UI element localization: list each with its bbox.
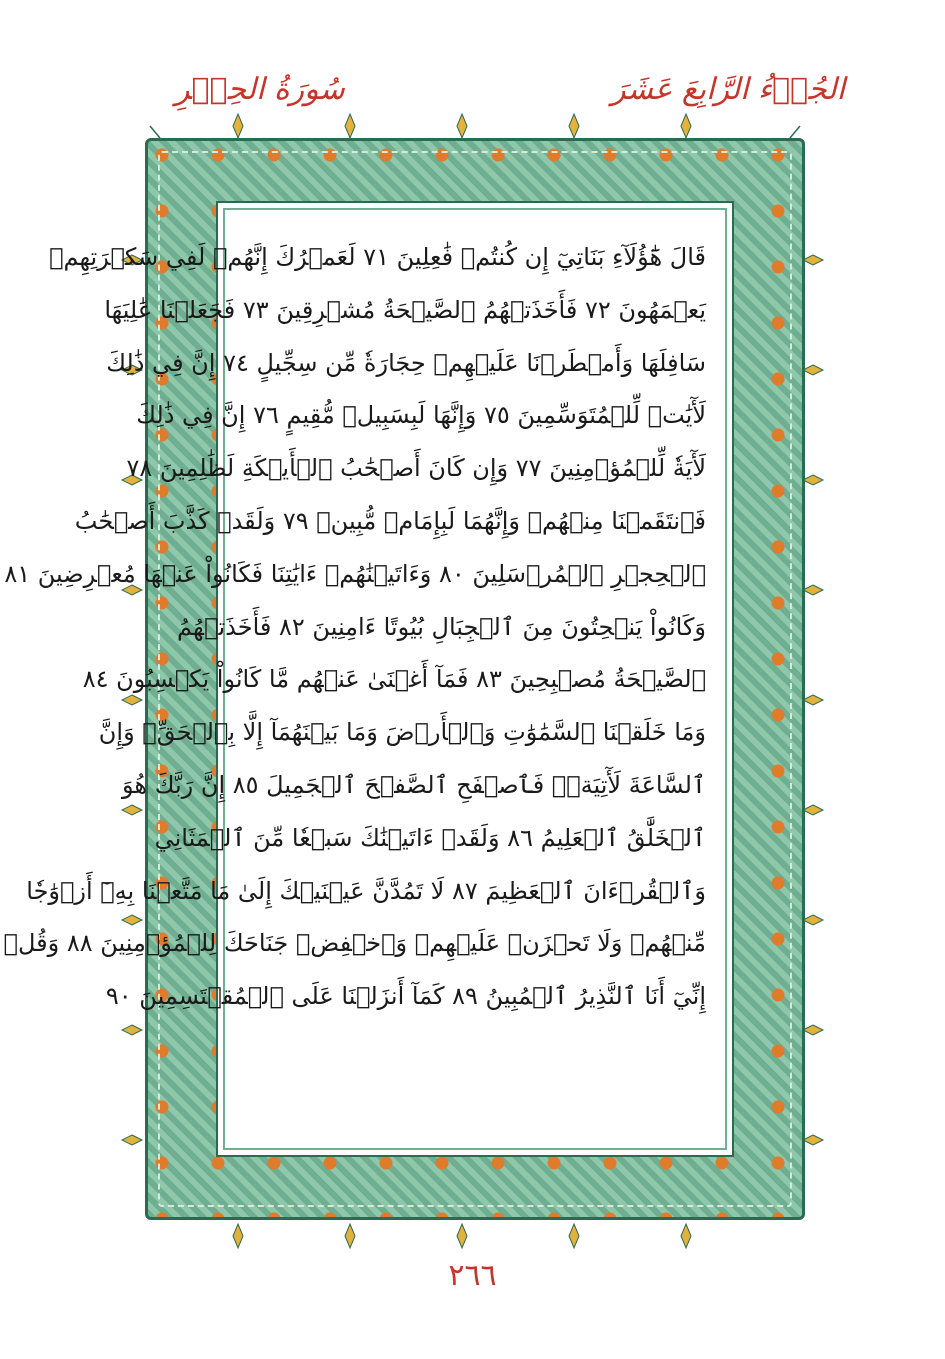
verse-line: سَافِلَهَا وَأَمۡطَرۡنَا عَلَيۡهِمۡ حِجَارَةٗ مِّن سِجِّيلٍ ٧٤ إِنَّ فِي ذَٰلِكَ [106,348,706,377]
verse-line: قَالَ هَٰٓؤُلَآءِ بَنَاتِيٓ إِن كُنتُمۡ فَٰعِلِينَ ٧١ لَعَمۡرُكَ إِنَّهُمۡ لَفِي سَكۡرَتِهِمۡ [49,243,706,271]
verse-line: فَٱنتَقَمۡنَا مِنۡهُمۡ وَإِنَّهُمَا لَبِإِمَامٖ مُّبِينٖ ٧٩ وَلَقَدۡ كَذَّبَ أَصۡحَٰبُ [74,506,706,535]
verses-block [3,231,732,1023]
verse-line: لَأٓيَةٗ لِّلۡمُؤۡمِنِينَ ٧٧ وَإِن كَانَ أَصۡحَٰبُ ٱلۡأَيۡكَةِ لَظَٰلِمِينَ ٧٨ [126,454,706,483]
verse-line: ٱلۡحِجۡرِ ٱلۡمُرۡسَلِينَ ٨٠ وَءَاتَيۡنَٰهُمۡ ءَايَٰتِنَا فَكَانُواْ عَنۡهَا مُعۡرِضِينَ ٨١ [4,559,706,588]
verse-line: إِنِّيٓ أَنَا ٱلنَّذِيرُ ٱلۡمُبِينُ ٨٩ كَمَآ أَنزَلۡنَا عَلَى ٱلۡمُقۡتَسِمِينَ ٩٠ [105,982,706,1011]
verse-line: يَعۡمَهُونَ ٧٢ فَأَخَذَتۡهُمُ ٱلصَّيۡحَةُ مُشۡرِقِينَ ٧٣ فَجَعَلۡنَا عَٰلِيَهَا [104,295,706,324]
surah-title: سُورَةُ الحِجۡرِ [175,72,345,107]
bottom-ornaments-icon [150,1222,800,1250]
verse-line: وَٱلۡقُرۡءَانَ ٱلۡعَظِيمَ ٨٧ لَا تَمُدَّنَّ عَيۡنَيۡكَ إِلَىٰ مَا مَتَّعۡنَا بِهِۦٓ أَزۡوَٰجٗا [26,876,706,905]
verse-line: ٱلسَّاعَةَ لَأٓتِيَةٞۖ فَٱصۡفَحِ ٱلصَّفۡحَ ٱلۡجَمِيلَ ٨٥ إِنَّ رَبَّكَ هُوَ [122,770,706,799]
verse-line: ٱلصَّيۡحَةُ مُصۡبِحِينَ ٨٣ فَمَآ أَغۡنَىٰ عَنۡهُم مَّا كَانُواْ يَكۡسِبُونَ ٨٤ [82,665,706,694]
top-ornaments-icon [150,112,800,140]
verse-line: لَأٓيَٰتٖ لِّلۡمُتَوَسِّمِينَ ٧٥ وَإِنَّهَا لَبِسَبِيلٖ مُّقِيمٍ ٧٦ إِنَّ فِي ذَٰلِكَ [136,401,706,430]
verse-line: ٱلۡخَلَّٰقُ ٱلۡعَلِيمُ ٨٦ وَلَقَدۡ ءَاتَيۡنَٰكَ سَبۡعٗا مِّنَ ٱلۡمَثَانِي [154,823,706,852]
text-panel [3,201,734,1157]
decorative-frame [3,138,805,1220]
juz-title: الجُزۡءُ الرَّابِعَ عَشَرَ [611,72,845,107]
page-number: ٢٦٦ [448,1258,497,1293]
verse-line: وَمَا خَلَقۡنَا ٱلسَّمَٰوَٰتِ وَٱلۡأَرۡضَ وَمَا بَيۡنَهُمَآ إِلَّا بِٱلۡحَقِّۗ وَإِنَّ [98,718,706,747]
verse-line: مِّنۡهُمۡ وَلَا تَحۡزَنۡ عَلَيۡهِمۡ وَٱخۡفِضۡ جَنَاحَكَ لِلۡمُؤۡمِنِينَ ٨٨ وَقُلۡ [3,929,706,958]
verse-line: وَكَانُواْ يَنۡحِتُونَ مِنَ ٱلۡجِبَالِ بُيُوتًا ءَامِنِينَ ٨٢ فَأَخَذَتۡهُمُ [177,612,706,641]
